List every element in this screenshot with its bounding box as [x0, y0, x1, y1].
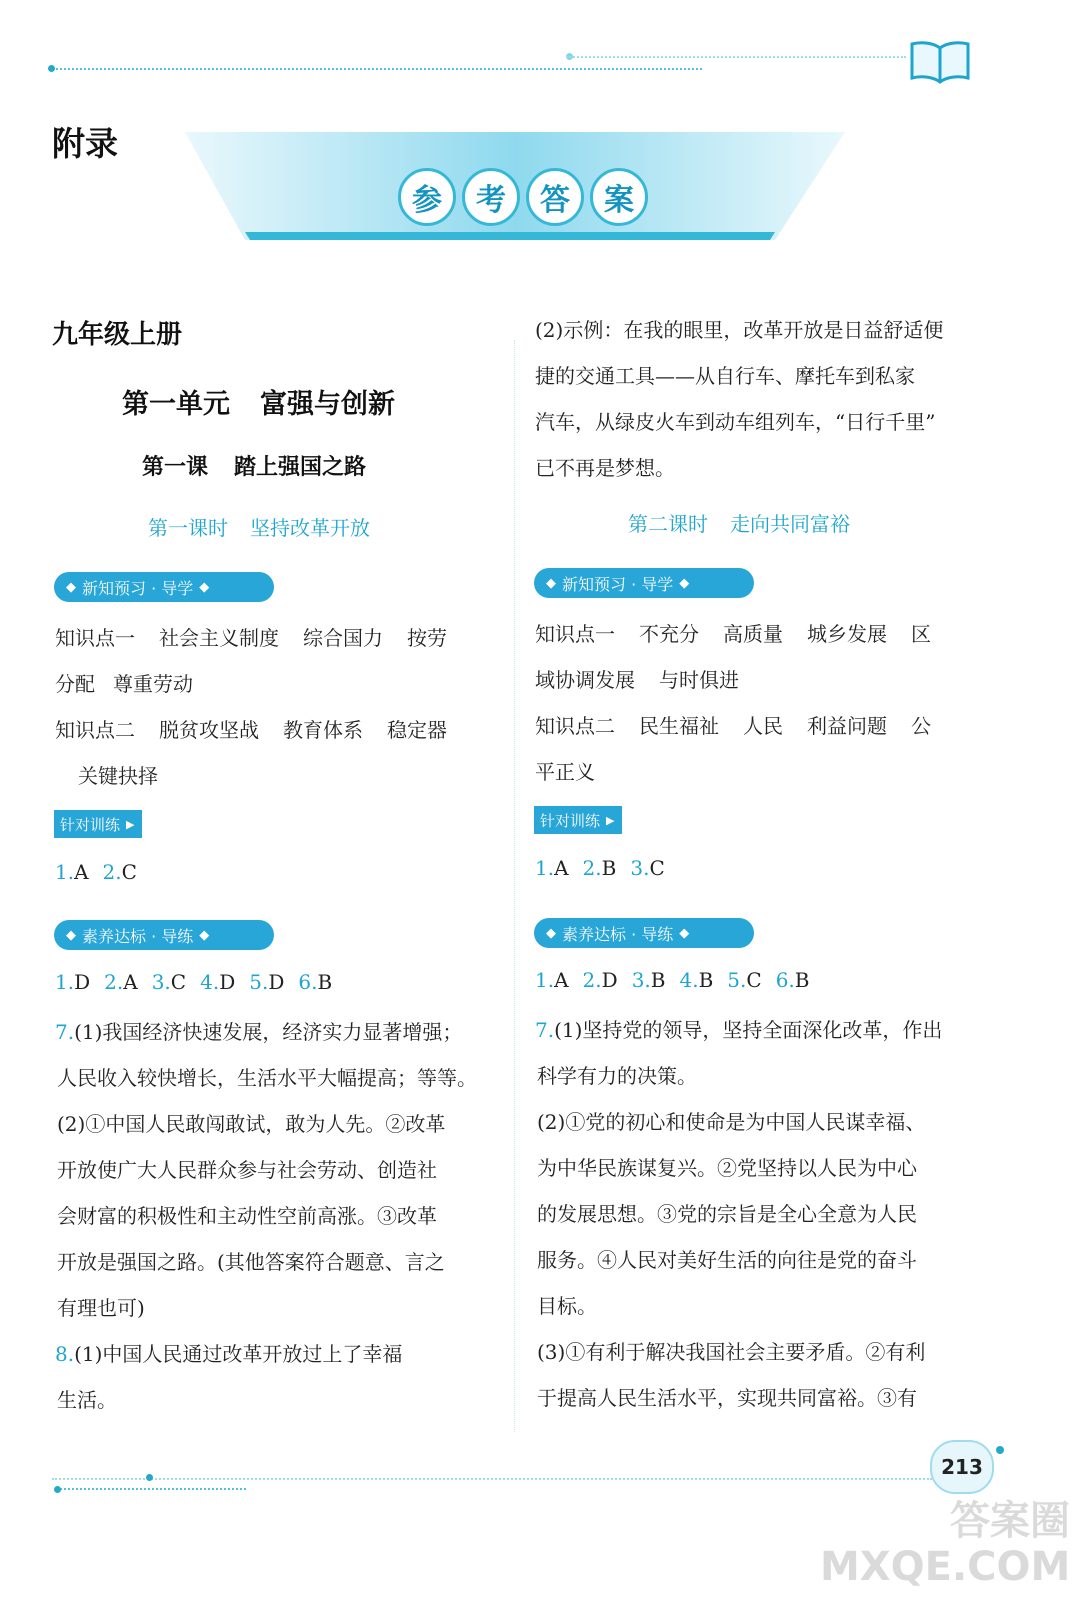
lesson-heading: [142, 450, 366, 481]
bottom-dotted-rule-upper: [56, 1488, 246, 1490]
bottom-rule-dot: [146, 1474, 153, 1481]
answer-choice: D: [268, 970, 285, 994]
answer-text: (1)坚持党的领导，坚持全面深化改革，作出: [554, 1018, 943, 1042]
left-preview-pill: [54, 572, 274, 602]
kp-item: 民生福祉: [639, 714, 719, 738]
question-number: 7.: [55, 1020, 75, 1044]
diamond-icon: ◆: [679, 575, 690, 591]
appendix-title: 附录: [52, 124, 118, 163]
kp-item: 关键抉择: [78, 764, 158, 788]
right-q7-line: [535, 1014, 942, 1043]
right-quality-pill: [534, 918, 754, 948]
left-kp1-line2: [55, 668, 193, 697]
right-kp1-line2: [535, 664, 739, 693]
question-number: 8.: [55, 1342, 75, 1366]
kp-label: 知识点二: [55, 718, 135, 742]
left-q7-line: 会财富的积极性和主动性空前高涨。③改革: [57, 1204, 437, 1228]
right-q7-line: 科学有力的决策。: [537, 1064, 697, 1088]
right-top-line: 已不再是梦想。: [535, 456, 675, 480]
right-top-line: 汽车，从绿皮火车到动车组列车，“日行千里”: [535, 410, 936, 434]
answer-number: 6.: [775, 968, 795, 992]
left-q8-line: [55, 1338, 402, 1367]
answer-number: 1.: [535, 968, 555, 992]
kp-item: 平正义: [535, 760, 595, 784]
answer-number: 1.: [55, 860, 75, 884]
answer-text: (1)中国人民通过改革开放过上了幸福: [74, 1342, 403, 1366]
kp-item: 人民: [743, 714, 783, 738]
answer-choice: A: [123, 970, 138, 994]
left-quality-pill: [54, 920, 274, 950]
unit-title: 富强与创新: [260, 389, 395, 420]
kp-label: 知识点二: [535, 714, 615, 738]
answer-number: 4.: [200, 970, 220, 994]
kp-item: 利益问题: [807, 714, 887, 738]
top-rule-dot: [48, 65, 55, 72]
tag-label: 针对训练: [540, 811, 601, 830]
answer-number: 2.: [104, 970, 124, 994]
answer-choice: A: [554, 856, 569, 880]
right-q7-line: 目标。: [537, 1294, 597, 1318]
answer-choice: C: [746, 968, 762, 992]
bottom-dotted-rule: [52, 1478, 932, 1480]
right-q7-line: 的发展思想。③党的宗旨是全心全意为人民: [537, 1202, 917, 1226]
answer-choice: D: [601, 968, 618, 992]
right-q7-line: (2)①党的初心和使命是为中国人民谋幸福、: [537, 1110, 926, 1134]
question-number: 7.: [535, 1018, 555, 1042]
kp-label: 知识点一: [55, 626, 135, 650]
right-top-line: (2)示例：在我的眼里，改革开放是日益舒适便: [535, 318, 944, 342]
banner-title: [398, 168, 648, 226]
left-kp1-line1: [55, 622, 447, 651]
left-q7-line: [55, 1016, 462, 1045]
kp-item: 公: [911, 714, 931, 738]
diamond-icon: ◆: [679, 925, 690, 941]
right-top-line: 捷的交通工具——从自行车、摩托车到私家: [535, 364, 915, 388]
answer-number: 6.: [298, 970, 318, 994]
answer-choice: C: [170, 970, 187, 994]
right-kp2-line1: [535, 710, 931, 739]
kp-item: 尊重劳动: [113, 672, 193, 696]
answer-number: 5.: [727, 968, 747, 992]
lesson-label: 第一课: [142, 454, 209, 480]
answer-number: 1.: [55, 970, 75, 994]
left-q7-line: 人民收入较快增长，生活水平大幅提高；等等。: [57, 1066, 477, 1090]
play-arrow-icon: ▶: [606, 813, 615, 827]
watermark: 答案圈 MXQE.COM: [820, 1498, 1071, 1590]
right-q7-line: 服务。④人民对美好生活的向往是党的奋斗: [537, 1248, 917, 1272]
diamond-icon: ◆: [66, 579, 76, 595]
answer-choice: A: [74, 860, 89, 884]
right-q7-line: 于提高人民生活水平，实现共同富裕。③有: [537, 1386, 917, 1410]
kp-item: 不充分: [639, 622, 699, 646]
period-label: 第二课时: [628, 512, 708, 536]
left-q7-line: (2)①中国人民敢闯敢试，敢为人先。②改革: [57, 1112, 446, 1136]
answer-choice: B: [650, 968, 666, 992]
top-dotted-rule: [52, 68, 702, 70]
kp-item: 脱贫攻坚战: [159, 718, 259, 742]
right-preview-pill: [534, 568, 754, 598]
pill-label: 新知预习 · 导学: [562, 574, 674, 594]
diamond-icon: ◆: [66, 927, 76, 943]
page-number: 213: [930, 1440, 994, 1494]
answer-number: 2.: [582, 856, 602, 880]
left-kp2-line1: [55, 714, 447, 743]
top-dotted-rule-upper: [566, 56, 906, 58]
diamond-icon: ◆: [199, 927, 210, 943]
diamond-icon: ◆: [546, 925, 556, 941]
left-training-answers: [55, 860, 151, 884]
left-q8-line: 生活。: [57, 1388, 117, 1412]
left-q7-line: 开放是强国之路。(其他答案符合题意、言之: [57, 1250, 445, 1274]
banner-char: 参: [398, 168, 456, 226]
answer-choice: B: [794, 968, 810, 992]
kp-item: 与时俱进: [659, 668, 739, 692]
unit-label: 第一单元: [122, 389, 230, 420]
kp-item: 按劳: [407, 626, 447, 650]
right-quality-answers: [535, 968, 823, 992]
answer-number: 1.: [535, 856, 555, 880]
answer-choice: A: [554, 968, 569, 992]
answer-choice: B: [317, 970, 333, 994]
kp-item: 教育体系: [283, 718, 363, 742]
diamond-icon: ◆: [546, 575, 556, 591]
page-badge-dot: [996, 1446, 1004, 1454]
right-training-answers: [535, 856, 679, 880]
pill-label: 素养达标 · 导练: [562, 924, 674, 944]
answer-number: 4.: [679, 968, 699, 992]
play-arrow-icon: ▶: [126, 817, 135, 831]
pill-label: 素养达标 · 导练: [82, 926, 194, 946]
banner-char: 答: [526, 168, 584, 226]
bottom-rule-dot: [54, 1486, 61, 1493]
kp-label: 知识点一: [535, 622, 615, 646]
diamond-icon: ◆: [199, 579, 210, 595]
kp-item: 高质量: [723, 622, 783, 646]
left-quality-answers: [55, 970, 346, 994]
kp-item: 综合国力: [303, 626, 383, 650]
answer-choice: C: [649, 856, 665, 880]
answer-choice: D: [219, 970, 236, 994]
answer-number: 3.: [151, 970, 171, 994]
left-q7-line: 开放使广大人民群众参与社会劳动、创造社: [57, 1158, 437, 1182]
answer-number: 2.: [582, 968, 602, 992]
kp-item: 社会主义制度: [159, 626, 279, 650]
kp-item: 区: [911, 622, 931, 646]
answer-number: 3.: [631, 968, 651, 992]
left-q7-line: 有理也可): [57, 1296, 145, 1320]
left-training-tag: [54, 810, 142, 838]
banner-char: 案: [590, 168, 648, 226]
right-q7-line: 为中华民族谋复兴。②党坚持以人民为中心: [537, 1156, 917, 1180]
answer-text: (1)我国经济快速发展，经济实力显著增强；: [74, 1020, 463, 1044]
right-kp1-line1: [535, 618, 931, 647]
period-title: 坚持改革开放: [250, 516, 370, 540]
open-book-icon: [908, 38, 972, 84]
answer-number: 2.: [102, 860, 122, 884]
left-kp2-line2: [78, 760, 158, 789]
answer-choice: C: [121, 860, 137, 884]
grade-heading: 九年级上册: [52, 320, 183, 350]
period-title: 走向共同富裕: [730, 512, 850, 536]
tag-label: 针对训练: [60, 815, 121, 834]
right-kp2-line2: [535, 756, 595, 785]
period-label: 第一课时: [148, 516, 228, 540]
answer-choice: D: [74, 970, 91, 994]
banner-char: 考: [462, 168, 520, 226]
pill-label: 新知预习 · 导学: [82, 578, 194, 598]
kp-item: 城乡发展: [807, 622, 887, 646]
unit-heading: [122, 382, 395, 421]
right-period-heading: [628, 508, 850, 537]
column-divider: [514, 340, 515, 1432]
lesson-title: 踏上强国之路: [234, 454, 367, 480]
kp-item: 域协调发展: [535, 668, 635, 692]
answer-number: 5.: [249, 970, 269, 994]
kp-item: 稳定器: [387, 718, 447, 742]
kp-item: 分配: [55, 672, 95, 696]
left-period-heading: [148, 512, 370, 541]
right-q7-line: (3)①有利于解决我国社会主要矛盾。②有利: [537, 1340, 926, 1364]
answer-number: 3.: [630, 856, 650, 880]
right-training-tag: [534, 806, 622, 834]
answer-choice: B: [698, 968, 714, 992]
answer-choice: B: [601, 856, 617, 880]
